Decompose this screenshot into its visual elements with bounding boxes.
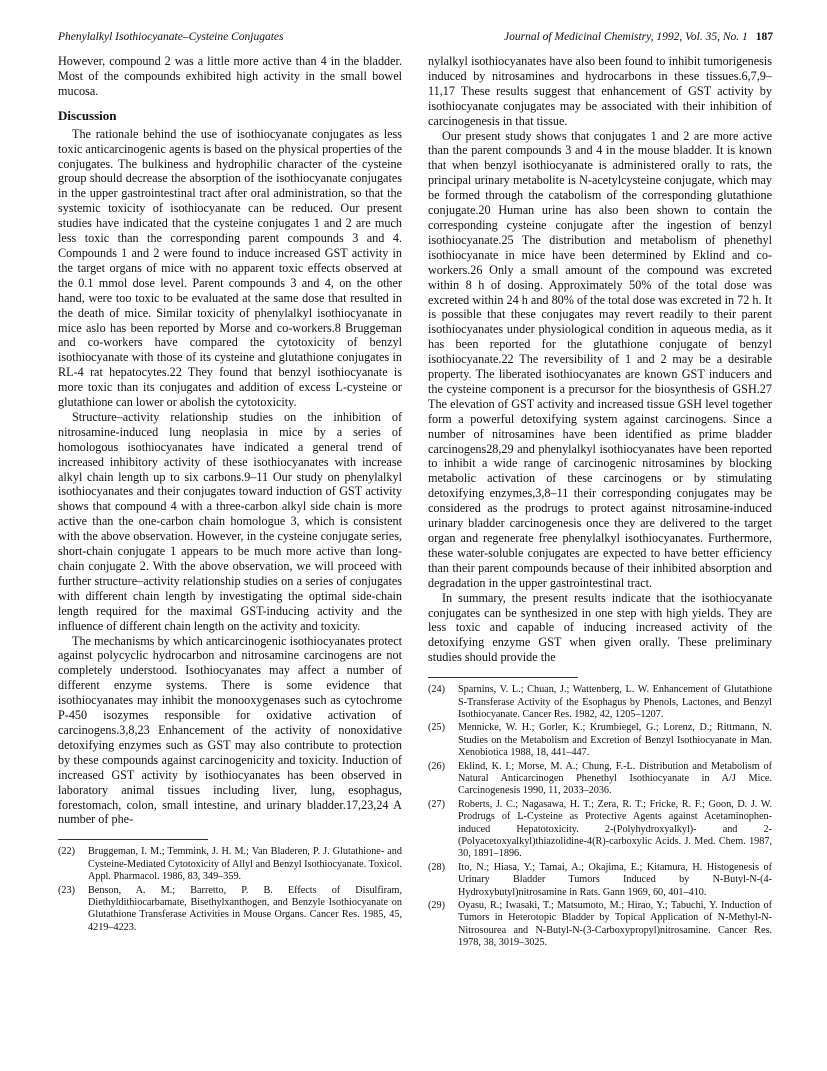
reference-item — [428, 799, 772, 861]
reference-number: (27) — [428, 798, 445, 810]
paragraph: In summary, the present results indicate that the isothiocyanate conjugates can be synthesized in one step with high yields. They are less toxic and capable of inducing increased activity of the detoxifying enzyme GST when given orally. These preliminary studies should provide the — [428, 590, 772, 665]
footnote-rule — [428, 677, 578, 678]
reference-item — [428, 761, 772, 798]
reference-text: Roberts, J. C.; Nagasawa, H. T.; Zera, R. T.; Fricke, R. F.; Goon, D. J. W. Prodrugs of L-Cysteine as Protective Agents against Acetaminophen-induced Hepatotoxicity. 2-(Polyhydroxyalkyl)- and 2-(Polyacetoxyalkyl)thiazolidine-4(R)-carboxylic Acids. J. Med. Chem. 1987, 30, 1891–1896. — [458, 798, 772, 860]
section-heading: Discussion — [58, 107, 117, 123]
running-title: Phenylalkyl Isothiocyanate–Cysteine Conjugates — [58, 31, 284, 43]
reference-item — [428, 862, 772, 899]
reference-number: (28) — [428, 861, 445, 873]
paragraph: However, compound 2 was a little more active than 4 in the bladder. Most of the compounds exhibited high activity in the small bowel mucosa. — [58, 54, 402, 98]
reference-list — [428, 684, 772, 950]
right-column — [428, 54, 772, 951]
reference-text: Bruggeman, I. M.; Temmink, J. H. M.; Van Bladeren, P. J. Glutathione- and Cysteine-Mediated Cytotoxicity of Allyl and Benzyl Isothiocyanate. Toxicol. Appl. Pharmacol. 1986, 83, 349–359. — [88, 846, 403, 883]
reference-text: Sparnins, V. L.; Chuan, J.; Wattenberg, L. W. Enhancement of Glutathione S-Transferase Activity of the Esophagus by Phenols, Lactones, and Benzyl Isothiocyanate. Cancer Res. 1982, 42, 1205–1207. — [458, 684, 772, 720]
left-column — [58, 54, 402, 935]
reference-text: Eklind, K. I.; Morse, M. A.; Chung, F.-L. Distribution and Metabolism of Natural Anticarcinogen Phenethyl Isothiocyanate in A/J Mice. Carcinogenesis 1990, 11, 2033–2036. — [458, 760, 772, 797]
page-number: 187 — [755, 31, 773, 43]
reference-text: Ito, N.; Hiasa, Y.; Tamai, A.; Okajima, E.; Kitamura, H. Histogenesis of Urinary Bladder Tumors Induced by N-Butyl-N-(4-Hydroxybutyl)nitrosamine in Rats. Gann 1969, 60, 401–410. — [458, 861, 772, 898]
paragraph: Our present study shows that conjugates 1 and 2 are more active than the parent compounds 3 and 4 in the mouse bladder. It is known that when benzyl isothiocyanate is administered orally to rats, the principal urinary metabolite is N-acetylcysteine conjugate, which may be formed through the catabolism of the corresponding glutathione conjugate.20 Human urine has also been shown to contain the corresponding cysteine conjugate after the ingestion of benzyl isothiocyanate.25 The distribution and metabolism of phenethyl isothiocyanate in mice have been determined by Eklind and co-workers.26 Only a small amount of the compound was excreted within 8 h of dosing. Approximately 50% of the total dose was excreted within 24 h and 80% of the total dose was excreted in 72 h. It is possible that these conjugates may revert readily to their parent isothiocyanates under physiological condition in aqueous media, as it has been reported for the glutathione conjugate of benzyl isothiocyanate.22 The reversibility of 1 and 2 may be a desirable property. The liberated isothiocyanates are known GST inducers and the cysteine component is a precursor for the biosynthesis of GSH.27 The elevation of GST activity and increased tissue GSH level together form a powerful detoxifying system against carcinogens. Since a number of nitrosamines have been identified as prime bladder carcinogens28,29 and phenylalkyl isothiocyanates have been reported to inhibit a wide range of carcinogenic nitrosamines by blocking metabolic activation of these carcinogens or by stimulating detoxifying enzymes,3,8–11 their corresponding conjugates may be considered as the prodrugs to protect against nitrosamine-induced urinary bladder carcinogenesis once they are delivered to the target organ and regenerate free phenylalkyl isothiocyanates. Furthermore, these water-soluble conjugates are expected to have better efficiency than their parent compounds because of their inhibited absorption and degradation in the upper gastrointestinal tract. — [428, 128, 772, 590]
reference-list — [58, 846, 402, 934]
journal-name: Journal of Medicinal Chemistry, 1992, Vol. 35, No. 1 — [504, 31, 748, 43]
footnote-rule — [58, 839, 208, 840]
reference-number: (24) — [428, 684, 445, 696]
reference-text: Mennicke, W. H.; Gorler, K.; Krumbiegel, G.; Lorenz, D.; Rittmann, N. Studies on the Metabolism and Excretion of Benzyl Isothiocyanate in Man. Xenobiotica 1988, 18, 441–447. — [458, 722, 772, 759]
reference-item — [428, 684, 772, 721]
reference-item — [58, 846, 402, 883]
running-header — [58, 28, 773, 46]
journal-citation-line — [504, 28, 773, 46]
paragraph: nylalkyl isothiocyanates have also been found to inhibit tumorigenesis induced by nitrosamines and hydrocarbons in these tissues.6,7,9–11,17 These results suggest that enhancement of GST activity by isothiocyanate conjugates may be associated with their inhibition of carcinogenesis in that tissue. — [428, 54, 772, 128]
reference-item — [428, 722, 772, 759]
reference-item — [58, 885, 402, 935]
reference-number: (29) — [428, 900, 445, 912]
paragraph: The mechanisms by which anticarcinogenic isothiocyanates protect against polycyclic hydrocarbon and nitrosamine carcinogens are not completely understood. Isothiocyanates may affect a number of different enzyme systems. There is some evidence that isothiocyanates may inhibit the monooxygenases such as cytochrome P-450 isozymes responsible for oxidative activation of carcinogens.3,8,23 Enhancement of the activity of nonoxidative detoxifying enzymes such as GST may also contribute to protection by these compounds against carcinogenicity and toxicity. Induction of increased GST activity by isothiocyanates has been observed in laboratory animal tissues including liver, lung, esophagus, forestomach, colon, small intestine, and urinary bladder.17,23,24 A number of phe- — [58, 633, 402, 827]
reference-number: (22) — [58, 846, 75, 858]
reference-number: (26) — [428, 760, 445, 772]
reference-number: (25) — [428, 722, 445, 734]
paragraph: The rationale behind the use of isothiocyanate conjugates as less toxic anticarcinogenic agents is based on the physical properties of the conjugates. The bulkiness and hydrophilic character of the cysteine group should decrease the absorption of the isothiocyanate conjugates in the upper gastrointestinal tract after oral administration, so that the systemic toxicity of isothiocyanate can be reduced. Our present studies have indicated that the cysteine conjugates 1 and 2 are much less toxic than the corresponding parent compounds 3 and 4. Compounds 1 and 2 were found to induce increased GST activity in the target organs of mice with no apparent toxic effects observed at the 0.1 mmol dose level. Parent compounds 3 and 4, on the other hand, were too toxic to be evaluated at the same dose that resulted in the death of mice. Similar toxicity of phenylalkyl isothiocyanate in mice aslo has been reported by Morse and co-workers.8 Bruggeman and co-workers have compared the cytotoxicity of benzyl isothiocyanate with those of its cysteine and glutathione conjugates in RL-4 rat hepatocytes.22 They found that benzyl isothiocyanate is more toxic than its conjugates and addition of excess L-cysteine or glutathione can lower or abolish the cytotoxicity. — [58, 126, 402, 410]
paragraph: Structure–activity relationship studies on the inhibition of nitrosamine-induced lung neoplasia in mice by a series of homologous isothiocyanates have indicated a general trend of increased inhibitory activity of these isothiocyanates with increase alkyl chain length up to six carbons.9–11 Our study on phenylalkyl isothiocyanates and their conjugates toward induction of GST activity shows that compound 4 with a three-carbon alkyl side chain is more active than the one-carbon chain homologue 3, which is consistent with the above observation. However, in the cysteine conjugate series, short-chain conjugate 1 appears to be much more active than long-chain conjugate 2. With the above observation, we will proceed with further structure–activity relationship studies on a series of conjugates with different chain length by investigating the optimal side-chain length required for the maximal GST-inducing activity and the influence of different chain length on the activity and toxicity. — [58, 409, 402, 633]
reference-number: (23) — [58, 884, 75, 896]
reference-item — [428, 900, 772, 950]
reference-text: Benson, A. M.; Barretto, P. B. Effects of Disulfiram, Diethyldithiocarbamate, Bisethylxanthogen, and Benzyle Isothiocyanate on Glutathione Transferase Activities in Mouse Organs. Cancer Res. 1985, 45, 4219–4223. — [88, 884, 402, 933]
reference-text: Oyasu, R.; Iwasaki, T.; Matsumoto, M.; Hirao, Y.; Tabuchi, Y. Induction of Tumors in Heterotopic Bladder by Topical Application of N-Methyl-N-Nitrosourea and N-Butyl-N-(3-Carboxypropyl)nitrosamine. Cancer Res. 1978, 38, 3019–3025. — [458, 900, 772, 949]
